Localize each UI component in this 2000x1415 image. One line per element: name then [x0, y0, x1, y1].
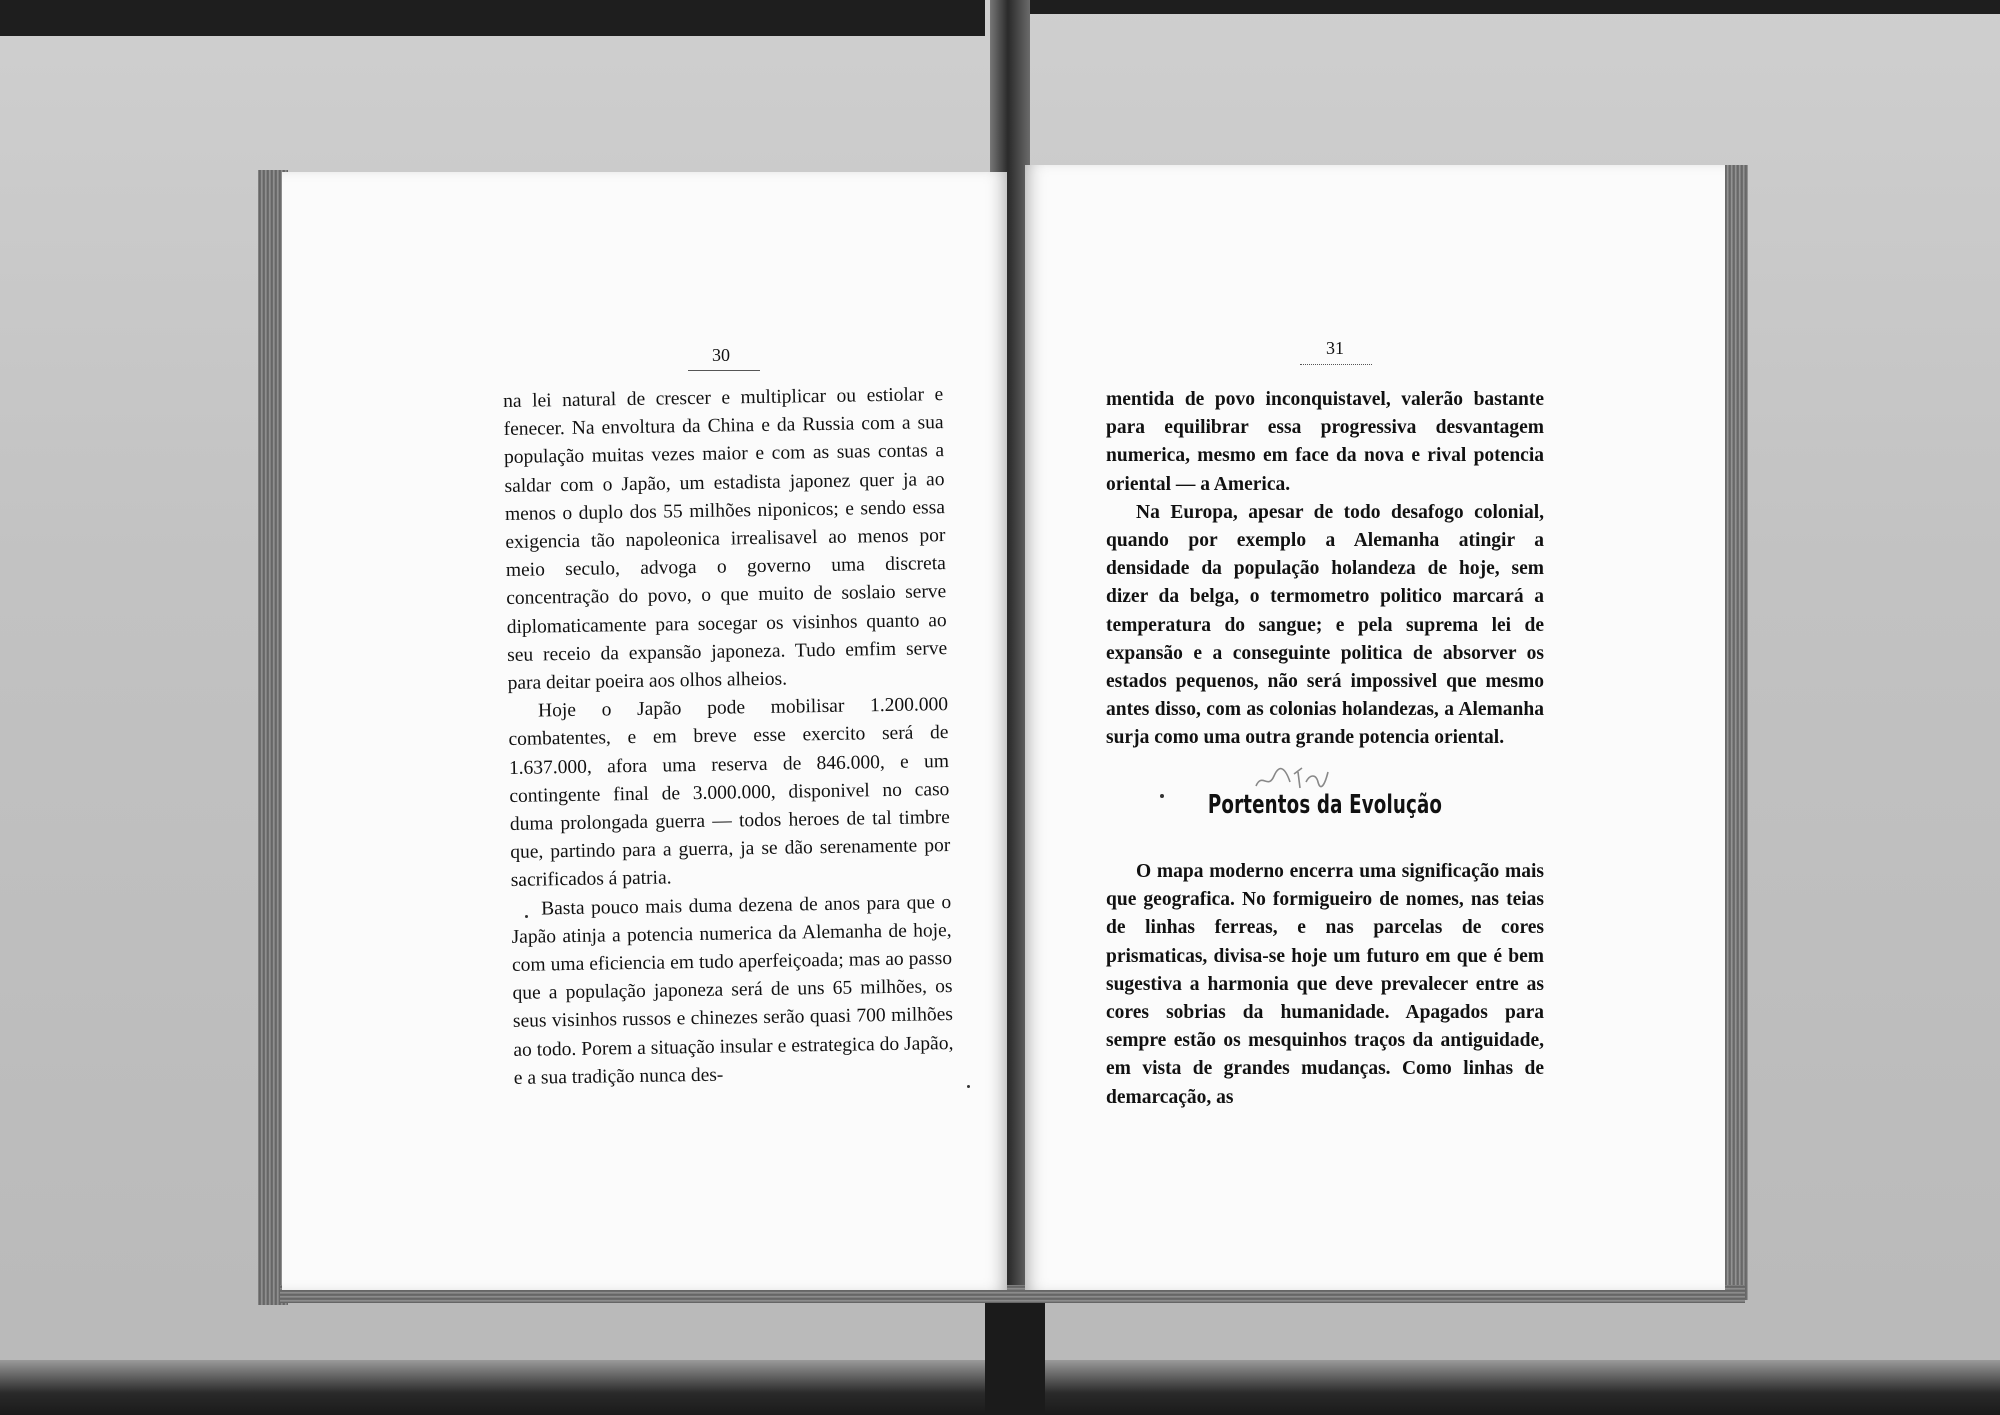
left-paragraph-1: na lei natural de crescer e multiplicar ou estiolar e fenecer. Na envoltura da China e da Russia com a sua população muitas vezes maior e com as suas contas a saldar com o Japão, um estadista japonez quer ja ao menos o duplo dos 55 milhões niponicos; e sendo essa exigencia tão napoleonica irrealisavel ao menos por meio seculo, advoga o governo uma discreta concentração do povo, o que muito de soslaio serve diplomaticamente para socegar os visinhos quanto ao seu receio da expansão japoneza. Tudo emfim serve para deitar poeira aos olhos alheios.: [503, 384, 948, 694]
handwritten-pencil-mark: [1252, 760, 1332, 794]
right-paragraph-1: mentida de povo inconquistavel, valerão bastante para equilibrar essa progressiva desvantagem numerica, mesmo em face da nova e rival potencia oriental — a America.: [1106, 389, 1544, 495]
right-page-body: [1106, 386, 1544, 753]
section-heading: Portentos da Evolução: [1207, 790, 1443, 820]
scanner-edge-top-left: [0, 0, 985, 36]
scanner-edge-top-right: [1030, 0, 2000, 14]
left-paragraph-2: Hoje o Japão pode mobilisar 1.200.000 combatentes, e em breve esse exercito será de 1.637.000, afora uma reserva de 846.000, e um contingente final de 3.000.000, disponivel no caso duma prolongada guerra — todos heroes de tal timbre que, partindo para a guerra, ja se dão serenamente por sacrificados á patria.: [508, 694, 951, 892]
book-spine-bottom: [985, 1290, 1045, 1415]
right-section-body: [1106, 858, 1544, 1112]
right-page-number-rule: [1300, 364, 1372, 365]
right-section-paragraph-1: O mapa moderno encerra uma significação mais que geografica. No formigueiro de nomes, nas teias de linhas ferreas, e nas parcelas de cores prismaticas, divisa-se hoje um futuro em que é bem sugestiva a harmonia que deve prevalecer entre as cores sobrias da humanidade. Apagados para sempre estão os mesquinhos traços da antiguidade, em vista de grandes mudanças. Como linhas de demarcação, as: [1106, 861, 1544, 1108]
left-page-number: 30: [712, 345, 730, 365]
right-page-number: 31: [1326, 338, 1344, 358]
scan-speck: [1160, 794, 1164, 798]
scan-speck: [525, 915, 528, 918]
scan-speck: [967, 1085, 970, 1088]
left-page-number-rule: [688, 370, 760, 371]
right-paragraph-2: Na Europa, apesar de todo desafogo colonial, quando por exemplo a Alemanha atingir a densidade da população holandeza de hoje, sem dizer da belga, o termometro politico marcará a temperatura do sangue; e pela suprema lei de expansão e a conseguinte politica de absorver os estados pequenos, não será impossivel que mesmo antes disso, com as colonias holandezas, a Alemanha surja como uma outra grande potencia oriental.: [1106, 501, 1544, 749]
left-paragraph-3: Basta pouco mais duma dezena de anos para que o Japão atinja a potencia numerica da Alemanha de hoje, com uma eficiencia em tudo aperfeiçoada; mas ao passo que a população japoneza será de uns 65 milhões, os seus visinhos russos e chinezes serão quasi 700 milhões ao todo. Porem a situação insular e estrategica do Japão, e a sua tradição nunca des-: [511, 891, 954, 1089]
left-page-body: [503, 381, 954, 1093]
